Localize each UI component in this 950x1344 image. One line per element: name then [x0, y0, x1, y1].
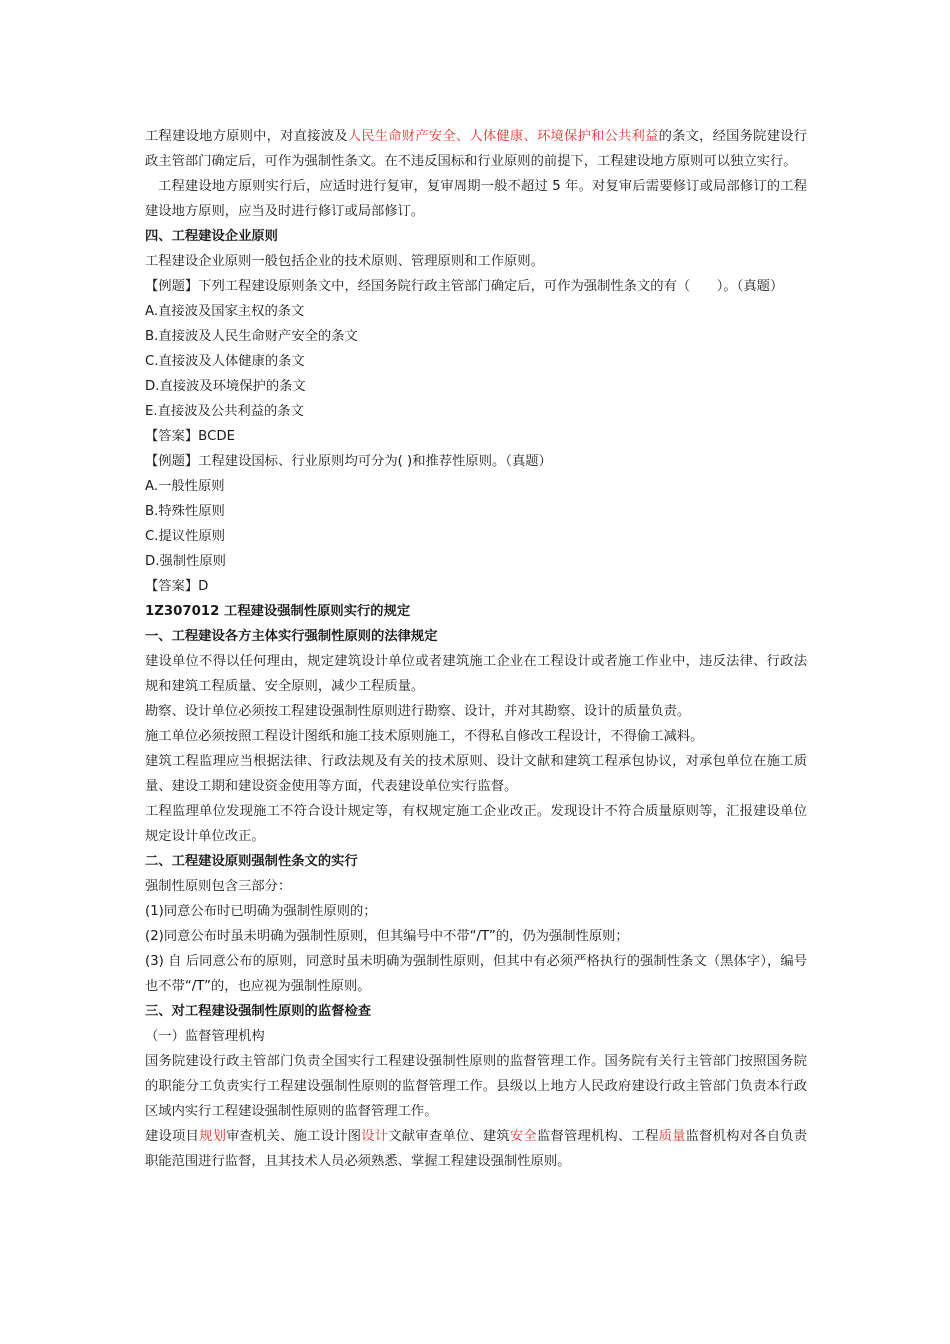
subheading-agencies: （一）监督管理机构 [145, 1029, 265, 1044]
paragraph-builder: 建设单位不得以任何理由，规定建筑设计单位或者建筑施工企业在工程设计或者施工作业中，违反法律、行政法规和建筑工程质量、安全原则，减少工程质量。 [145, 654, 807, 694]
list-item: (3) 自 后同意公布的原则，同意时虽未明确为强制性原则，但其中有必须严格执行的强制性条文（黑体字），编号也不带“/T”的，也应视为强制性原则。 [145, 954, 807, 994]
paragraph-supervision-rights: 工程监理单位发现施工不符合设计规定等，有权规定施工企业改正。发现设计不符合质量原则等，汇报建设单位规定设计单位改正。 [145, 804, 807, 844]
heading-legal-provisions: 一、工程建设各方主体实行强制性原则的法律规定 [145, 629, 438, 644]
option-b: B.特殊性原则 [145, 504, 225, 519]
option-d: D.强制性原则 [145, 554, 226, 569]
answer-2: 【答案】D [145, 579, 209, 594]
paragraph-survey-design: 勘察、设计单位必须按工程建设强制性原则进行勘察、设计，并对其勘察、设计的质量负责。 [145, 704, 691, 719]
paragraph-supervision: 建筑工程监理应当根据法律、行政法规及有关的技术原则、设计文献和建筑工程承包协议，对承包单位在施工质量、建设工期和建设资金使用等方面，代表建设单位实行监督。 [145, 754, 807, 794]
example-question-1: 【例题】下列工程建设原则条文中，经国务院行政主管部门确定后，可作为强制性条文的有（ ）。（真题） [145, 279, 784, 294]
paragraph-enterprise: 工程建设企业原则一般包括企业的技术原则、管理原则和工作原则。 [145, 254, 544, 269]
highlight-text: 设计 [361, 1129, 389, 1144]
option-e: E.直接波及公共利益的条文 [145, 404, 304, 419]
highlight-text: 质量 [658, 1129, 686, 1144]
paragraph-agencies: 国务院建设行政主管部门负责全国实行工程建设强制性原则的监督管理工作。国务院有关行主管部门按照国务院的职能分工负责实行工程建设强制性原则的监督管理工作。县级以上地方人民政府建设行政主管部门负责本行政区域内实行工程建设强制性原则的监督管理工作。 [145, 1054, 807, 1119]
option-d: D.直接波及环境保护的条文 [145, 379, 306, 394]
option-c: C.提议性原则 [145, 529, 225, 544]
heading-supervision-check: 三、对工程建设强制性原则的监督检查 [145, 1004, 372, 1019]
paragraph-local-standards: 工程建设地方原则中，对直接波及人民生命财产安全、人体健康、环境保护和公共利益的条文，经国务院建设行政主管部门确定后，可作为强制性条文。在不违反国标和行业原则的前提下，工程建设地方原则可以独立实行。 [145, 129, 808, 169]
section-heading: 1Z307012 工程建设强制性原则实行的规定 [145, 604, 411, 619]
document-page [145, 124, 807, 1174]
option-c: C.直接波及人体健康的条文 [145, 354, 305, 369]
paragraph-three-parts: 强制性原则包含三部分： [145, 879, 292, 894]
option-a: A.直接波及国家主权的条文 [145, 304, 305, 319]
highlight-text: 人民生命财产安全、人体健康、环境保护和公共利益 [347, 129, 659, 144]
list-item: (2)同意公布时虽未明确为强制性原则，但其编号中不带“/T”的，仍为强制性原则； [145, 929, 629, 944]
option-b: B.直接波及人民生命财产安全的条文 [145, 329, 358, 344]
paragraph-construction: 施工单位必须按照工程设计图纸和施工技术原则施工，不得私自修改工程设计，不得偷工减料。 [145, 729, 704, 744]
option-a: A.一般性原则 [145, 479, 225, 494]
paragraph-review: 工程建设地方原则实行后，应适时进行复审，复审周期一般不超过 5 年。对复审后需要修订或局部修订的工程建设地方原则，应当及时进行修订或局部修订。 [145, 179, 807, 219]
heading-mandatory-clauses: 二、工程建设原则强制性条文的实行 [145, 854, 358, 869]
list-item: (1)同意公布时已明确为强制性原则的； [145, 904, 377, 919]
highlight-text: 规划 [199, 1129, 227, 1144]
answer-1: 【答案】BCDE [145, 429, 236, 444]
paragraph-project-review: 建设项目规划审查机关、施工设计图设计文献审查单位、建筑安全监督管理机构、工程质量监督机构对各自负责职能范围进行监督，且其技术人员必须熟悉、掌握工程建设强制性原则。 [145, 1129, 808, 1169]
example-question-2: 【例题】工程建设国标、行业原则均可分为( )和推荐性原则。（真题） [145, 454, 552, 469]
highlight-text: 安全 [509, 1129, 537, 1144]
heading-enterprise-standards: 四、工程建设企业原则 [145, 229, 278, 244]
